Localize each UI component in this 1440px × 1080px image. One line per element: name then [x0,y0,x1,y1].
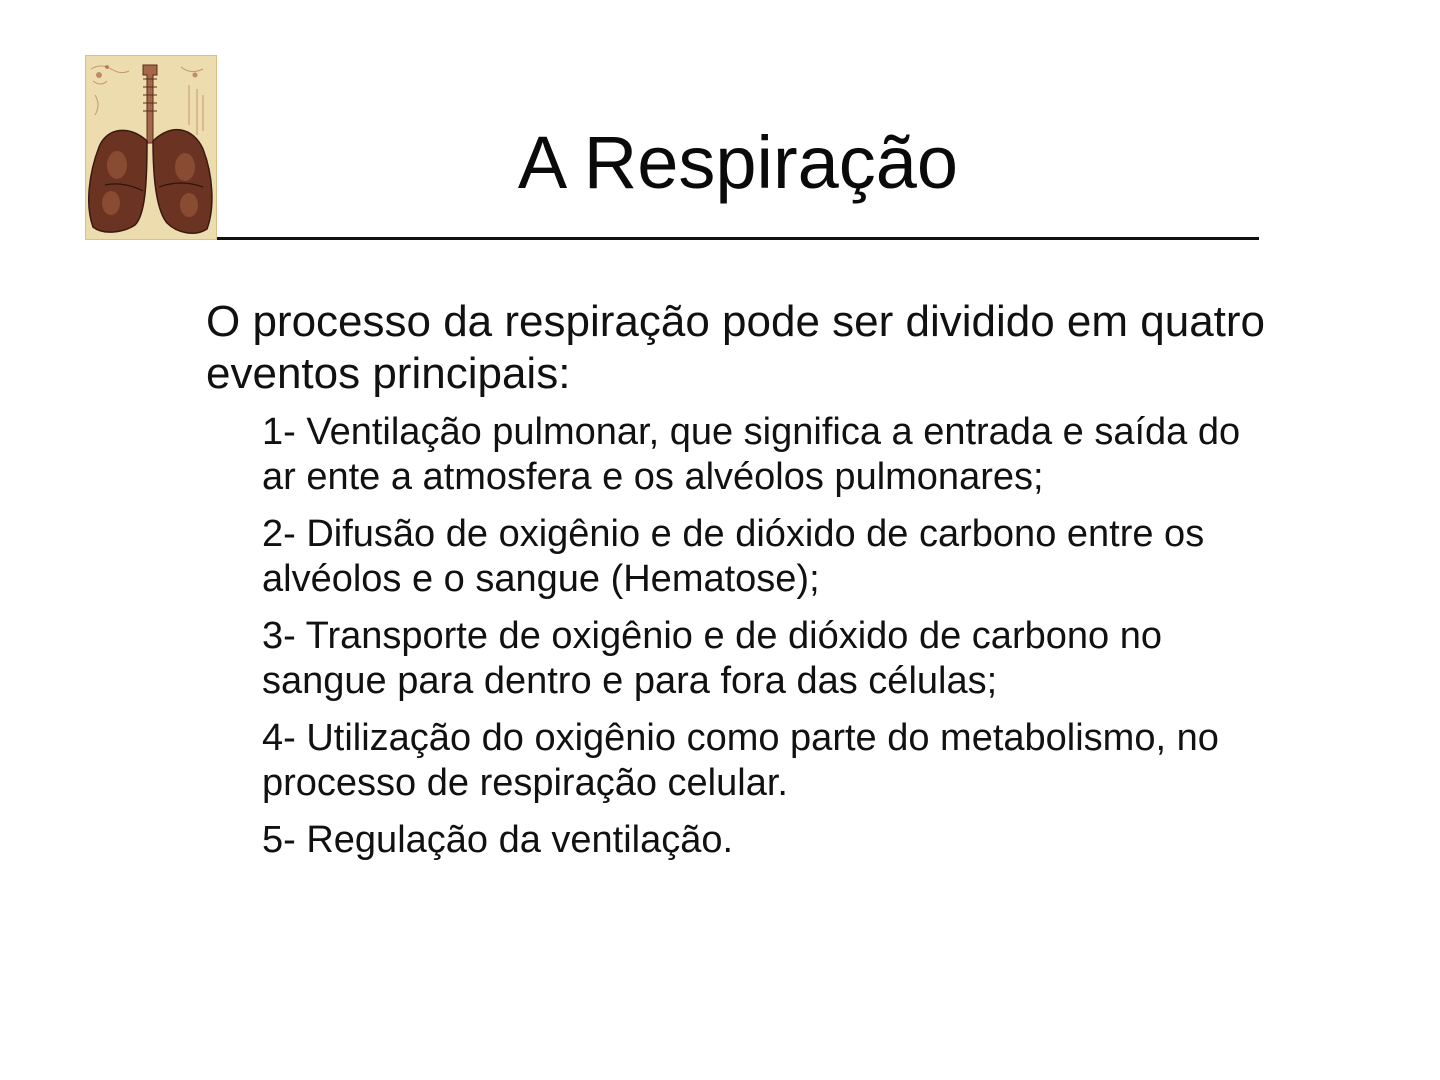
list-item: 5- Regulação da ventilação. [262,819,734,861]
list-item: 1- Ventilação pulmonar, que significa a entrada e saída do ar ente a atmosfera e os alvéolos pulmonares; [262,411,1241,498]
lungs-illustration-icon [85,55,217,240]
intro-paragraph: O processo da respiração pode ser dividido em quatro eventos principais: [206,297,1266,398]
list-item: 3- Transporte de oxigênio e de dióxido de carbono no sangue para dentro e para fora das células; [262,615,1162,702]
events-list [262,410,1282,875]
list-item: 2- Difusão de oxigênio e de dióxido de carbono entre os alvéolos e o sangue (Hematose); [262,513,1205,600]
title-divider [217,237,1259,240]
slide-title: A Respiração [517,121,959,204]
list-item: 4- Utilização do oxigênio como parte do metabolismo, no processo de respiração celular. [262,717,1219,804]
